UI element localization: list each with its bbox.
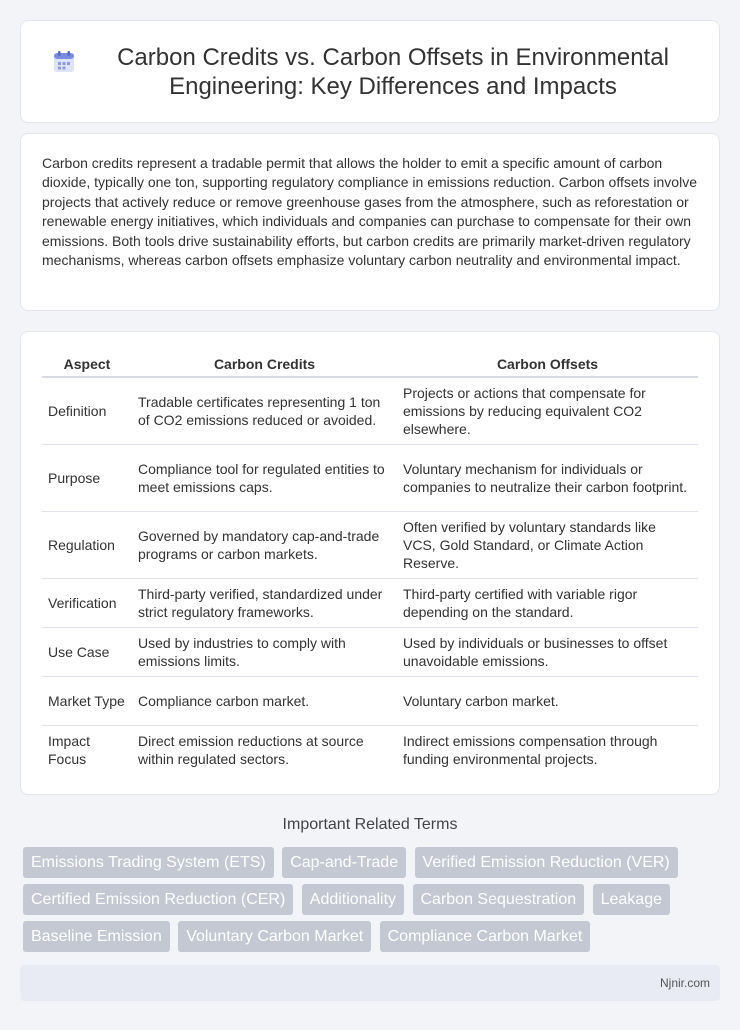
row-credits: Tradable certificates representing 1 ton of CO2 emissions reduced or avoided.: [132, 377, 397, 444]
related-terms-heading: Important Related Terms: [282, 816, 458, 833]
row-credits: Used by industries to comply with emissions limits.: [132, 627, 397, 676]
row-credits: Compliance tool for regulated entities to meet emissions caps.: [132, 444, 397, 511]
row-credits: Third-party verified, standardized under strict regulatory frameworks.: [132, 578, 397, 627]
comparison-table: [42, 352, 698, 774]
row-aspect: Definition: [42, 377, 132, 444]
tag-voluntary-carbon-market[interactable]: Voluntary Carbon Market: [178, 921, 371, 952]
row-offsets: Projects or actions that compensate for emissions by reducing equivalent CO2 elsewhere.: [397, 377, 698, 444]
intro-paragraph: Carbon credits represent a tradable permit that allows the holder to emit a specific amount of carbon dioxide, typically one ton, supporting regulatory compliance in emissions reduction. Carbon offsets involve projects that actively reduce or remove greenhouse gases from the atmosphere, such as reforestation or renewable energy initiatives, which individuals and companies can purchase to compensate for their own emissions. Both tools drive sustainability efforts, but carbon credits are primarily market-driven regulatory mechanisms, whereas carbon offsets emphasize voluntary carbon neutrality and environmental impact.: [42, 155, 697, 269]
row-aspect: Regulation: [42, 511, 132, 578]
table-row: [42, 578, 698, 627]
related-terms-tags: [23, 847, 723, 958]
row-credits: Governed by mandatory cap-and-trade programs or carbon markets.: [132, 511, 397, 578]
row-offsets: Indirect emissions compensation through funding environmental projects.: [403, 732, 658, 767]
title-card: [20, 20, 720, 123]
row-offsets: Used by individuals or businesses to offset unavoidable emissions.: [397, 627, 698, 676]
table-row: [42, 725, 698, 774]
row-aspect: Market Type: [42, 676, 132, 725]
row-aspect: Use Case: [42, 627, 132, 676]
row-offsets: Voluntary carbon market.: [397, 676, 698, 725]
row-offsets: Often verified by voluntary standards like VCS, Gold Standard, or Climate Action Reserve.: [397, 511, 698, 578]
page-title: Carbon Credits vs. Carbon Offsets in Environmental Engineering: Key Differences and Impacts: [117, 43, 669, 100]
row-credits: Direct emission reductions at source within regulated sectors.: [138, 732, 364, 767]
tag-additionality[interactable]: Additionality: [302, 884, 404, 915]
row-aspect: Verification: [42, 578, 132, 627]
row-offsets: Third-party certified with variable rigor depending on the standard.: [397, 578, 698, 627]
calendar-icon: [51, 49, 77, 75]
tag-carbon-sequestration[interactable]: Carbon Sequestration: [413, 884, 585, 915]
header-carbon-credits: Carbon Credits: [132, 352, 397, 377]
footer: [20, 965, 720, 1001]
row-credits: Compliance carbon market.: [132, 676, 397, 725]
row-offsets: Voluntary mechanism for individuals or companies to neutralize their carbon footprint.: [397, 444, 698, 511]
table-row: [42, 377, 698, 444]
header-carbon-offsets: Carbon Offsets: [397, 352, 698, 377]
row-aspect: Impact Focus: [48, 732, 91, 767]
table-row: [42, 676, 698, 725]
header-aspect: Aspect: [42, 352, 132, 377]
tag-certified-emission-reduction[interactable]: Certified Emission Reduction (CER): [23, 884, 293, 915]
row-aspect: Purpose: [42, 444, 132, 511]
tag-baseline-emission[interactable]: Baseline Emission: [23, 921, 170, 952]
tag-cap-and-trade[interactable]: Cap-and-Trade: [282, 847, 406, 878]
tag-leakage[interactable]: Leakage: [593, 884, 670, 915]
table-row: [42, 444, 698, 511]
tag-verified-emission-reduction[interactable]: Verified Emission Reduction (VER): [415, 847, 678, 878]
table-row: [42, 511, 698, 578]
table-row: [42, 627, 698, 676]
comparison-table-card: [20, 331, 720, 795]
table-header-row: [42, 352, 698, 377]
intro-card: [20, 133, 720, 311]
tag-compliance-carbon-market[interactable]: Compliance Carbon Market: [380, 921, 591, 952]
tag-emissions-trading-system[interactable]: Emissions Trading System (ETS): [23, 847, 274, 878]
footer-site-name[interactable]: Njnir.com: [659, 976, 710, 990]
